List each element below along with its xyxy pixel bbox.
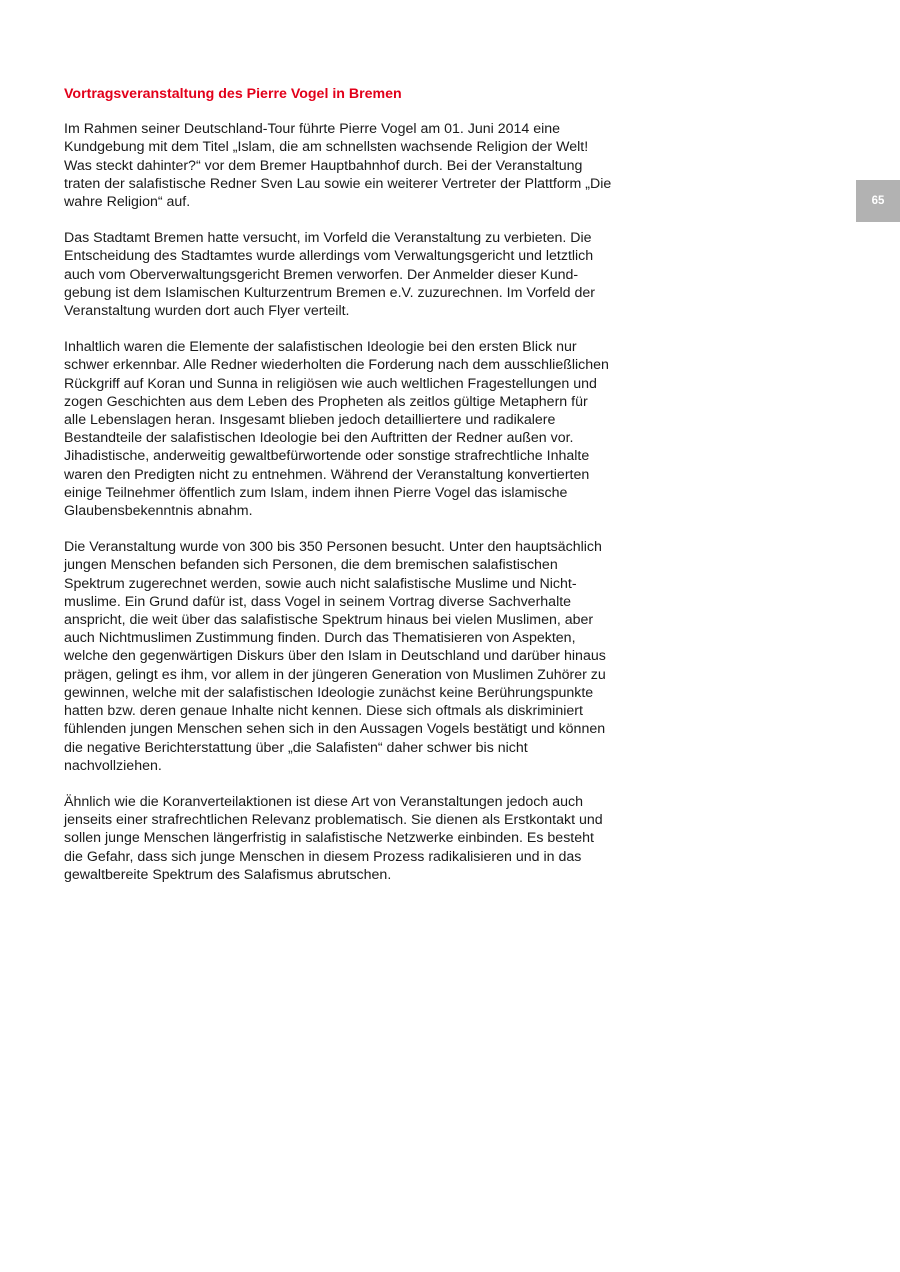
page-number-tab bbox=[856, 180, 900, 222]
paragraph-2: Das Stadtamt Bremen hatte versucht, im Vorfeld die Veranstaltung zu verbieten. Die Entscheidung des Stadtamtes wurde allerdings vom Verwaltungsgericht und letztlich auch vom Oberverwaltungsgericht Bremen verworfen. Der Anmelder dieser Kundgebung ist dem Islamischen Kulturzentrum Bremen e.V. zuzurechnen. Im Vorfeld der Veranstaltung wurden dort auch Flyer verteilt. bbox=[64, 230, 595, 320]
page-number: 65 bbox=[871, 195, 885, 207]
paragraph-5: Ähnlich wie die Koranverteilaktionen ist diese Art von Veranstaltungen jedoch auch jenseits einer strafrechtlichen Relevanz problematisch. Sie dienen als Erstkontakt und sollen junge Menschen längerfristig in salafistische Netzwerke einbinden. Es besteht die Gefahr, dass sich junge Menschen in diesem Prozess radikalisieren und in das gewaltbereite Spektrum des Salafismus abrutschen. bbox=[64, 793, 603, 883]
paragraph-1: Im Rahmen seiner Deutschland-Tour führte Pierre Vogel am 01. Juni 2014 eine Kundgebung mit dem Titel „Islam, die am schnellsten wachsende Religion der Welt! Was steckt dahinter?“ vor dem Bremer Hauptbahnhof durch. Bei der Veranstaltung traten der salafistische Redner Sven Lau sowie ein weiterer Vertreter der Plattform „Die wahre Religion“ auf. bbox=[64, 121, 612, 211]
paragraph-4: Die Veranstaltung wurde von 300 bis 350 Personen besucht. Unter den hauptsächlich jungen Menschen befanden sich Personen, die dem bremischen salafistischen Spektrum zugerechnet werden, sowie auch nicht salafistische Muslime und Nichtmuslime. Ein Grund dafür ist, dass Vogel in seinem Vortrag diverse Sachverhalte anspricht, die weit über das salafistische Spektrum hinaus bei vielen Muslimen, aber auch Nichtmuslimen Zustimmung finden. Durch das Thematisieren von Aspekten, welche den gegenwärtigen Diskurs über den Islam in Deutschland und darüber hinaus prägen, gelingt es ihm, vor allem in der jüngeren Generation von Muslimen Zuhörer zu gewinnen, welche mit der salafistischen Ideologie zunächst keine Berührungspunkte hatten bzw. deren genaue Inhalte nicht kennen. Diese sich oftmals als diskriminiert fühlenden jungen Menschen sehen sich in den Aussagen Vogels bestätigt und können die negative Berichterstattung über „die Salafisten“ daher schwer bis nicht nachvollziehen. bbox=[64, 539, 606, 774]
paragraph-3: Inhaltlich waren die Elemente der salafistischen Ideologie bei den ersten Blick nur schwer erkennbar. Alle Redner wiederholten die Forderung nach dem ausschließlichen Rückgriff auf Koran und Sunna in religiösen wie auch weltlichen Fragestellungen und zogen Geschichten aus dem Leben des Propheten als zeitlos gültige Metaphern für alle Lebenslagen heran. Insgesamt blieben jedoch detailliertere und radikalere Bestandteile der salafistischen Ideologie bei den Auftritten der Redner außen vor. Jihadistische, anderweitig gewaltbefürwortende oder sonstige strafrechtliche Inhalte waren den Predigten nicht zu entnehmen. Während der Veranstaltung konvertierten einige Teilnehmer öffentlich zum Islam, indem ihnen Pierre Vogel das islamische Glaubensbekenntnis abnahm. bbox=[64, 339, 609, 520]
article-body bbox=[64, 85, 612, 902]
section-heading: Vortragsveranstaltung des Pierre Vogel in Bremen bbox=[64, 86, 402, 102]
